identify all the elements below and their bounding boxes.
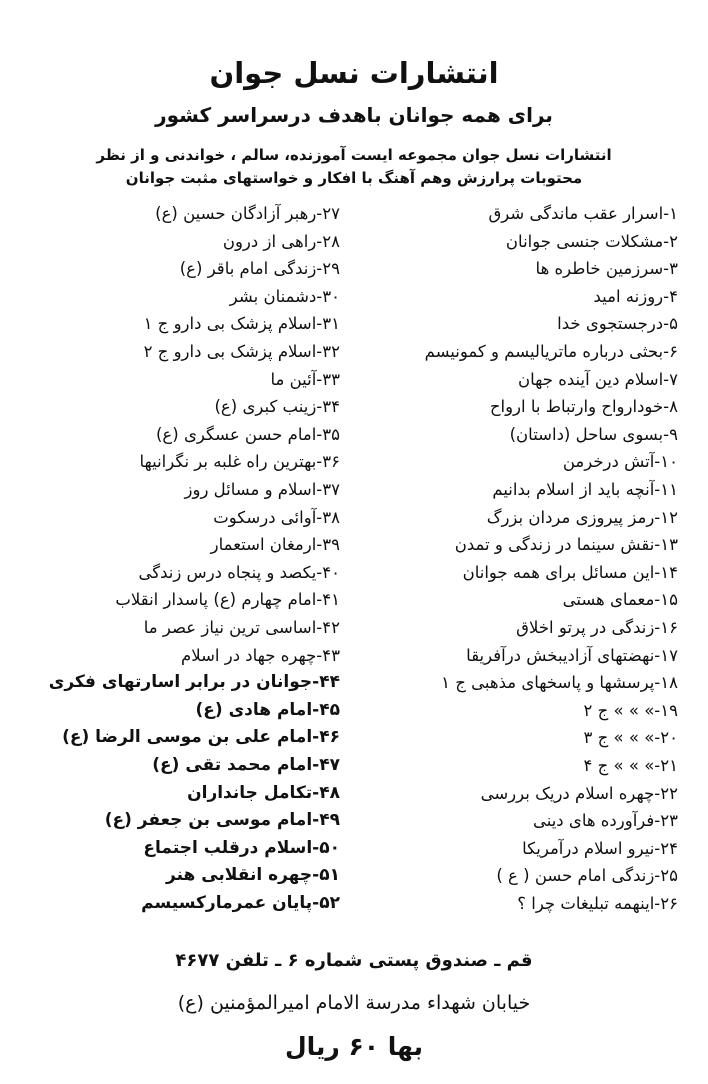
book-number: ۳۴- — [316, 397, 340, 417]
book-list-item — [180, 255, 340, 282]
book-number: ۲۲- — [654, 783, 678, 803]
book-number: ۴۹- — [312, 810, 340, 831]
book-list-item — [155, 200, 340, 227]
postal-address: قم ـ صندوق پستی شماره ۶ ـ تلفن ۴۶۷۷ — [175, 950, 533, 971]
book-title: روزنه امید — [593, 286, 664, 306]
book-title: بهترین راه غلبه بر نگرانیها — [139, 452, 317, 472]
book-list-item — [62, 724, 340, 751]
book-title: زینب کبری (ع) — [214, 397, 317, 417]
book-number: ۵۱- — [312, 865, 340, 886]
book-number: ۱۴- — [654, 562, 678, 582]
book-list-item — [517, 890, 678, 917]
book-title: زندگی امام حسن ( ع ) — [496, 866, 655, 886]
book-list-item — [516, 614, 678, 641]
book-number: ۳۸- — [316, 507, 340, 527]
book-number: ۳۹- — [316, 535, 340, 555]
book-number: ۳۰- — [316, 286, 340, 306]
book-title: چهره جهاد در اسلام — [181, 645, 317, 665]
book-number: ۲۸- — [316, 231, 340, 251]
book-list-item — [152, 752, 340, 779]
book-title: جوانان در برابر اسارتهای فکری — [48, 672, 313, 693]
page-subtitle: برای همه جوانان باهدف درسراسر کشور — [155, 103, 553, 127]
book-number: ۵۲- — [312, 893, 340, 913]
book-title: نهضتهای آزادیبخش درآفریقا — [466, 645, 655, 665]
book-number: ۴۱- — [316, 590, 340, 610]
book-list-item — [518, 366, 678, 393]
book-list-item — [185, 476, 340, 503]
book-list-item — [533, 807, 678, 834]
book-number: ۱۸- — [654, 673, 678, 693]
book-list-item — [557, 310, 678, 337]
book-list-item — [455, 531, 678, 558]
book-number: ۳۱- — [316, 314, 340, 334]
book-number: ۲۵- — [654, 866, 678, 886]
book-number: ۹- — [663, 424, 678, 444]
book-list-item — [196, 697, 341, 724]
book-list-item — [594, 283, 679, 310]
book-list-item — [425, 338, 678, 365]
book-title: » » » ج ۴ — [583, 756, 655, 775]
intro-line-2: محتوبات پرارزش وهم آهنگ با افکار و خواستهای مثبت جوانان — [125, 169, 583, 187]
book-title: اسرار عقب ماندگی شرق — [488, 204, 664, 223]
book-number: ۱۵- — [654, 590, 678, 610]
street-address: خیابان شهداء مدرسة الامام امیرالمؤمنین (ع) — [177, 992, 531, 1014]
book-number: ۴- — [663, 286, 678, 306]
book-list-item — [510, 421, 678, 448]
book-title: زندگی امام باقر (ع) — [179, 259, 317, 279]
book-list-item — [144, 310, 340, 337]
book-title: دشمنان بشر — [229, 286, 317, 306]
book-list-item — [563, 586, 678, 613]
book-title: آئین ما — [270, 369, 317, 389]
book-number: ۱- — [663, 204, 678, 223]
book-list-item — [181, 642, 340, 669]
book-number: ۵۰- — [312, 837, 340, 858]
book-number: ۸- — [663, 397, 678, 417]
book-title: تکامل جانداران — [187, 782, 313, 803]
book-number: ۷- — [663, 369, 678, 389]
book-number: ۲۶- — [654, 894, 678, 913]
book-title: امام محمد تقی (ع) — [152, 755, 313, 775]
book-number: ۱۶- — [654, 618, 678, 637]
book-title: چهره انقلابی هنر — [166, 865, 313, 886]
book-list-item — [463, 559, 678, 586]
book-list-item — [213, 504, 340, 531]
book-list-item — [481, 780, 678, 807]
book-list-item — [138, 559, 340, 586]
book-list-item — [506, 228, 678, 255]
book-list-item — [223, 228, 340, 255]
book-number: ۲۱- — [654, 756, 678, 775]
price-label: بها ۶۰ ریال — [284, 1032, 424, 1061]
book-title: » » » ج ۲ — [583, 700, 655, 720]
book-list-item — [441, 669, 678, 696]
book-list-item — [144, 614, 340, 641]
book-title: اینهمه تبلیغات چرا ؟ — [517, 894, 655, 913]
book-number: ۳۳- — [316, 369, 340, 389]
book-list-item — [139, 448, 340, 475]
book-title: چهره اسلام دریک بررسی — [480, 783, 655, 803]
book-title: امام موسی بن جعفر (ع) — [104, 810, 313, 831]
book-list-item — [492, 476, 678, 503]
book-list-item — [487, 504, 678, 531]
book-list-item — [584, 752, 679, 779]
book-title: پایان عمرمارکسیسم — [141, 893, 313, 913]
book-number: ۱۹- — [654, 700, 678, 720]
book-list-item — [144, 338, 340, 365]
book-title: خودارواح وارتباط با ارواح — [489, 397, 664, 417]
book-number: ۲۴- — [654, 838, 678, 858]
book-list-item — [156, 421, 340, 448]
intro-line-1: انتشارات نسل جوان مجموعه ایست آموزنده، سالم ، خواندنی و از نظر — [96, 146, 612, 164]
book-title: امام هادی (ع) — [195, 699, 313, 720]
book-title: رهبر آزادگان حسین (ع) — [155, 204, 317, 223]
book-list-item — [584, 697, 679, 724]
book-number: ۳۷- — [316, 480, 340, 499]
book-list-item — [466, 642, 678, 669]
book-number: ۴۵- — [312, 699, 340, 720]
book-title: بسوی ساحل (داستان) — [509, 424, 664, 444]
book-list-item — [563, 448, 678, 475]
book-number: ۴۷- — [312, 755, 340, 775]
book-number: ۵- — [663, 314, 678, 334]
book-title: سرزمین خاطره ها — [535, 259, 664, 279]
book-number: ۴۶- — [312, 727, 340, 748]
book-title: اسلام پزشک بی دارو ج ۱ — [143, 314, 317, 334]
book-title: آوائی درسکوت — [213, 507, 317, 527]
book-title: امام چهارم (ع) پاسدار انقلاب — [115, 590, 317, 610]
book-list-item — [166, 862, 340, 889]
book-list-item — [536, 255, 678, 282]
book-title: امام علی بن موسی الرضا (ع) — [62, 727, 313, 748]
book-title: نقش سینما در زندگی و تمدن — [454, 535, 655, 555]
page-title: انتشارات نسل جوان — [209, 56, 499, 90]
book-number: ۱۱- — [654, 480, 678, 499]
book-list-item — [584, 724, 679, 751]
book-number: ۲۷- — [316, 204, 340, 223]
book-title: معمای هستی — [562, 590, 655, 610]
book-list-item — [496, 862, 678, 889]
book-title: » » » ج ۳ — [583, 728, 655, 748]
book-title: آتش درخرمن — [562, 452, 655, 472]
book-title: مشکلات جنسی جوانان — [505, 231, 664, 251]
book-list-item — [49, 669, 340, 696]
book-list-item — [141, 890, 340, 917]
book-number: ۴۳- — [316, 645, 340, 665]
book-title: ارمغان استعمار — [210, 535, 317, 555]
book-title: اسلام پزشک بی دارو ج ۲ — [143, 342, 317, 361]
book-number: ۳۵- — [316, 424, 340, 444]
book-title: این مسائل برای همه جوانان — [462, 562, 655, 582]
book-title: یکصد و پنجاه درس زندگی — [138, 562, 317, 582]
book-title: بحثی درباره ماتریالیسم و کمونیسم — [424, 342, 664, 361]
book-list-item — [115, 586, 340, 613]
book-number: ۴۸- — [312, 782, 340, 803]
book-list-item — [522, 835, 678, 862]
book-number: ۶- — [663, 342, 678, 361]
book-number: ۳- — [663, 259, 678, 279]
book-number: ۳۶- — [316, 452, 340, 472]
book-number: ۱۰- — [654, 452, 678, 472]
book-number: ۱۷- — [654, 645, 678, 665]
book-title: اسلام دین آینده جهان — [518, 369, 664, 389]
book-title: امام حسن عسگری (ع) — [156, 424, 317, 444]
book-number: ۲- — [663, 231, 678, 251]
book-list-item — [211, 531, 340, 558]
book-list-item — [270, 366, 340, 393]
book-title: آنچه باید از اسلام بدانیم — [492, 480, 655, 499]
book-number: ۲۳- — [654, 811, 678, 831]
book-number: ۲۹- — [316, 259, 340, 279]
book-list-item — [187, 780, 340, 807]
book-list-item — [214, 393, 340, 420]
book-title: درجستجوی خدا — [557, 314, 664, 334]
book-title: فرآورده های دینی — [532, 811, 655, 831]
book-title: پرسشها و پاسخهای مذهبی ج ۱ — [441, 673, 655, 693]
book-list-item — [143, 835, 340, 862]
book-list-item — [230, 283, 340, 310]
intro-text — [60, 144, 648, 190]
book-title: نیرو اسلام درآمریکا — [522, 838, 655, 858]
book-title: زندگی در پرتو اخلاق — [516, 618, 655, 637]
book-number: ۴۲- — [316, 618, 340, 637]
book-title: راهی از درون — [222, 231, 317, 251]
book-title: اسلام و مسائل روز — [184, 480, 317, 499]
book-title: رمز پیروزی مردان بزرگ — [486, 507, 655, 527]
book-list-item — [490, 393, 678, 420]
book-title: اساسی ترین نیاز عصر ما — [143, 618, 317, 637]
book-list-item — [105, 807, 340, 834]
book-number: ۱۳- — [654, 535, 678, 555]
book-number: ۴۴- — [312, 672, 340, 693]
book-number: ۱۲- — [654, 507, 678, 527]
book-number: ۲۰- — [654, 728, 678, 748]
book-number: ۳۲- — [316, 342, 340, 361]
book-list-item — [489, 200, 679, 227]
book-number: ۴۰- — [316, 562, 340, 582]
book-title: اسلام درقلب اجتماع — [143, 837, 313, 858]
